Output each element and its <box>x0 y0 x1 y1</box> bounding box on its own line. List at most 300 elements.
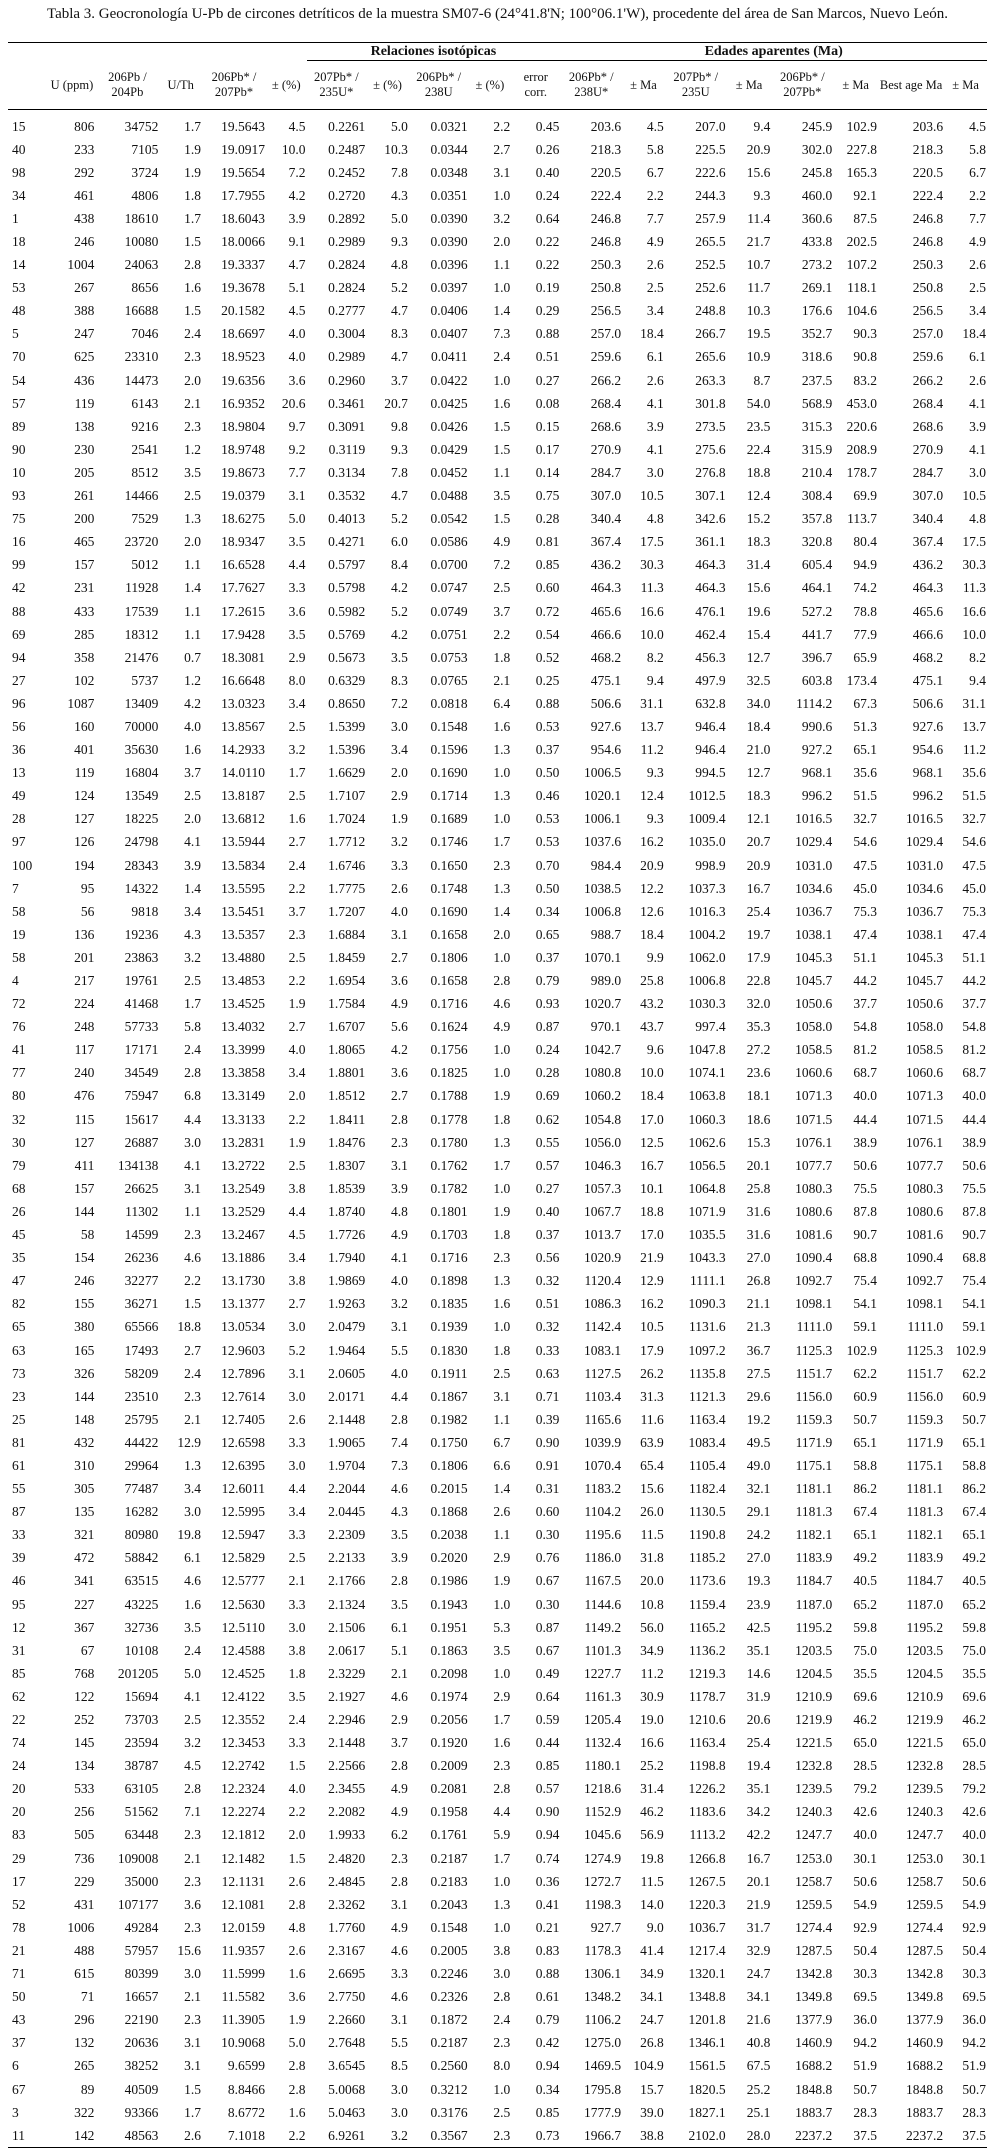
table-cell: 67.5 <box>746 2058 771 2074</box>
table-cell: 23.9 <box>746 1596 771 1612</box>
table-cell: 52 <box>12 1896 26 1912</box>
table-cell: 18.6043 <box>221 210 265 226</box>
table-cell: 0.1690 <box>430 903 468 919</box>
table-cell: 3.2 <box>288 742 306 758</box>
table-cell: 2.8 <box>390 1873 408 1889</box>
table-cell: 3.2 <box>390 1296 408 1312</box>
table-cell: 79.2 <box>853 1781 878 1797</box>
table-cell: 1009.4 <box>688 811 726 827</box>
table-row <box>8 1016 987 1039</box>
table-cell: 0.90 <box>535 1804 560 1820</box>
table-cell: 2.8 <box>493 1781 511 1797</box>
table-cell: 1036.7 <box>795 903 833 919</box>
table-cell: 1.0 <box>493 1919 511 1935</box>
table-cell: 1.7712 <box>328 834 366 850</box>
table-cell: 0.0425 <box>430 395 468 411</box>
table-cell: 87 <box>12 1504 26 1520</box>
table-cell: 268.6 <box>912 418 944 434</box>
table-cell: 2.2 <box>184 1273 202 1289</box>
table-cell: 361.1 <box>695 534 726 550</box>
table-cell: 0.88 <box>535 326 560 342</box>
table-cell: 3.3 <box>390 1966 408 1982</box>
table-row <box>8 1801 987 1824</box>
table-cell: 13.4032 <box>221 1019 265 1035</box>
table-cell: 1198.8 <box>689 1758 726 1774</box>
column-header-2: 206Pb / 204Pb <box>108 70 147 99</box>
table-cell: 1151.7 <box>906 1365 944 1381</box>
table-cell: 603.8 <box>801 672 833 688</box>
table-cell: 80.4 <box>853 534 878 550</box>
table-cell: 11.3 <box>962 580 986 596</box>
table-cell: 8.3 <box>390 326 408 342</box>
table-cell: 0.8650 <box>328 695 366 711</box>
table-cell: 68.7 <box>853 1065 878 1081</box>
table-cell: 12.1482 <box>221 1850 265 1866</box>
table-cell: 506.6 <box>912 695 944 711</box>
table-cell: 0.15 <box>535 418 560 434</box>
table-cell: 3.1 <box>184 2058 202 2074</box>
table-cell: 2.3 <box>390 1134 408 1150</box>
table-cell: 38.9 <box>962 1134 986 1150</box>
table-cell: 5012 <box>131 557 159 573</box>
table-cell: 250.8 <box>590 280 622 296</box>
table-cell: 2.1 <box>288 1573 306 1589</box>
table-cell: 0.0351 <box>430 187 468 203</box>
table-cell: 25.2 <box>640 1758 664 1774</box>
table-cell: 0.1898 <box>430 1273 468 1289</box>
table-cell: 14.2933 <box>221 742 265 758</box>
table-cell: 1.1 <box>184 557 202 573</box>
table-cell: 20.1582 <box>221 303 265 319</box>
table-cell: 1070.1 <box>584 949 622 965</box>
table-cell: 76 <box>12 1019 26 1035</box>
table-cell: 1045.7 <box>795 973 833 989</box>
table-cell: 0.51 <box>535 349 560 365</box>
table-cell: 1151.7 <box>795 1365 833 1381</box>
table-cell: 1090.3 <box>688 1296 726 1312</box>
table-cell: 1092.7 <box>906 1273 944 1289</box>
table-cell: 1.7 <box>184 210 202 226</box>
table-cell: 1.0 <box>493 372 511 388</box>
table-cell: 0.5798 <box>328 580 366 596</box>
table-cell: 17.7955 <box>221 187 265 203</box>
table-cell: 29 <box>12 1850 26 1866</box>
table-cell: 0.5797 <box>328 557 366 573</box>
table-cell: 13.4853 <box>221 973 265 989</box>
table-cell: 0.1716 <box>430 996 468 1012</box>
table-cell: 0.1788 <box>430 1088 468 1104</box>
table-cell: 65.1 <box>853 1434 878 1450</box>
table-cell: 2.0 <box>390 765 408 781</box>
table-cell: 1.4 <box>184 880 202 896</box>
table-cell: 1.9 <box>493 1573 511 1589</box>
table-cell: 0.76 <box>535 1550 560 1566</box>
table-cell: 1.6 <box>493 718 511 734</box>
table-cell: 31.1 <box>962 695 986 711</box>
table-cell: 2.9 <box>493 1550 511 1566</box>
table-cell: 6.9261 <box>307 2124 367 2148</box>
table-cell: 20.6 <box>281 395 306 411</box>
table-cell: 28.5 <box>853 1758 878 1774</box>
table-cell: 2.4 <box>288 1712 306 1728</box>
table-row <box>8 669 987 692</box>
table-cell: 984.4 <box>590 857 622 873</box>
table-cell: 506.6 <box>590 695 622 711</box>
table-cell: 0.1548 <box>430 718 468 734</box>
table-cell: 92.1 <box>853 187 878 203</box>
table-cell: 2.3 <box>184 1873 202 1889</box>
table-cell: 0.64 <box>535 1688 560 1704</box>
table-cell: 102.9 <box>846 118 878 134</box>
table-cell: 4.6 <box>390 1688 408 1704</box>
table-cell: 257.0 <box>912 326 944 342</box>
table-cell: 1184.7 <box>906 1573 944 1589</box>
table-cell: 0.7 <box>184 649 202 665</box>
table-cell: 2.5 <box>184 1712 202 1728</box>
table-row <box>8 161 987 184</box>
table-cell: 2.7 <box>288 834 306 850</box>
table-cell: 194 <box>74 857 95 873</box>
table-cell: 35.3 <box>746 1019 771 1035</box>
table-cell: 1210.6 <box>688 1712 726 1728</box>
table-cell: 1076.1 <box>795 1134 833 1150</box>
table-cell: 1020.1 <box>584 788 622 804</box>
table-cell: 30.1 <box>962 1850 986 1866</box>
table-cell: 273.2 <box>801 257 833 273</box>
table-cell: 96 <box>12 695 26 711</box>
table-cell: 1030.3 <box>688 996 726 1012</box>
table-cell: 273.5 <box>695 418 726 434</box>
table-cell: 26625 <box>124 1180 159 1196</box>
table-cell: 7.8 <box>390 464 408 480</box>
table-cell: 0.53 <box>535 834 560 850</box>
table-cell: 47.4 <box>962 926 986 942</box>
table-cell: 94.2 <box>962 2035 986 2051</box>
table-cell: 1120.4 <box>584 1273 622 1289</box>
table-cell: 1058.5 <box>795 1042 833 1058</box>
table-cell: 1042.7 <box>584 1042 622 1058</box>
table-cell: 4.8 <box>646 511 664 527</box>
table-cell: 2.5 <box>969 280 986 296</box>
table-cell: 1.5 <box>184 2081 202 2097</box>
table-cell: 13.1377 <box>221 1296 265 1312</box>
table-cell: 11.9357 <box>221 1942 265 1958</box>
table-cell: 4.3 <box>390 187 408 203</box>
table-cell: 1127.5 <box>584 1365 622 1381</box>
table-cell: 464.3 <box>695 580 726 596</box>
table-cell: 7529 <box>131 511 159 527</box>
table-cell: 0.57 <box>535 1781 560 1797</box>
table-cell: 93366 <box>124 2104 159 2120</box>
table-cell: 3.7 <box>288 903 306 919</box>
table-cell: 16.6528 <box>221 557 265 573</box>
table-cell: 19.4 <box>746 1758 771 1774</box>
table-cell: 80399 <box>124 1966 159 1982</box>
table-cell: 7 <box>12 880 19 896</box>
table-cell: 0.19 <box>535 280 560 296</box>
table-cell: 14.0110 <box>221 765 265 781</box>
table-cell: 0.94 <box>535 2058 560 2074</box>
table-cell: 0.1943 <box>430 1596 468 1612</box>
table-cell: 7.2 <box>493 557 511 573</box>
table-cell: 0.50 <box>535 880 560 896</box>
table-cell: 11.2 <box>640 742 664 758</box>
table-cell: 13.2467 <box>221 1227 265 1243</box>
table-cell: 1180.1 <box>584 1758 622 1774</box>
table-cell: 11.5582 <box>221 1989 265 2005</box>
table-cell: 2.5 <box>288 949 306 965</box>
table-cell: 11302 <box>125 1203 159 1219</box>
table-cell: 1.9 <box>493 1203 511 1219</box>
table-cell: 13.1730 <box>221 1273 265 1289</box>
table-cell: 60.9 <box>853 1388 878 1404</box>
table-row <box>8 1870 987 1893</box>
table-cell: 0.69 <box>535 1088 560 1104</box>
table-cell: 2.3 <box>493 857 511 873</box>
table-cell: 23510 <box>124 1388 159 1404</box>
table-cell: 17539 <box>124 603 159 619</box>
table-cell: 250.8 <box>912 280 944 296</box>
table-row <box>8 715 987 738</box>
table-cell: 8.0 <box>493 2058 511 2074</box>
table-cell: 178.7 <box>846 464 878 480</box>
table-cell: 1377.9 <box>795 2012 833 2028</box>
table-cell: 0.67 <box>535 1573 560 1589</box>
table-cell: 58.8 <box>853 1457 878 1473</box>
table-cell: 34.1 <box>746 1989 771 2005</box>
table-cell: 1274.9 <box>584 1850 622 1866</box>
table-cell: 0.3532 <box>328 488 366 504</box>
table-cell: 63.9 <box>640 1434 664 1450</box>
table-cell: 30.3 <box>962 1966 986 1982</box>
column-header-15: 206Pb* / 207Pb* <box>779 70 825 99</box>
table-cell: 1105.4 <box>689 1457 726 1473</box>
table-cell: 47.5 <box>962 857 986 873</box>
table-cell: 69.6 <box>962 1688 986 1704</box>
table-cell: 4.9 <box>493 534 511 550</box>
table-cell: 1.3 <box>184 511 202 527</box>
table-cell: 0.53 <box>535 811 560 827</box>
table-cell: 51.9 <box>962 2058 986 2074</box>
table-cell: 5.0 <box>184 1665 202 1681</box>
table-cell: 246.8 <box>590 234 622 250</box>
table-cell: 0.2038 <box>430 1527 468 1543</box>
table-cell: 28.5 <box>962 1758 986 1774</box>
table-cell: 946.4 <box>695 718 726 734</box>
table-cell: 4.5 <box>288 1227 306 1243</box>
table-cell: 4.4 <box>288 1203 306 1219</box>
table-cell: 4.5 <box>184 1758 202 1774</box>
table-cell: 3.4 <box>390 742 408 758</box>
table-cell: 23.6 <box>746 1065 771 1081</box>
table-cell: 1050.6 <box>906 996 944 1012</box>
table-cell: 0.1974 <box>430 1688 468 1704</box>
table-cell: 2.1 <box>184 1989 202 2005</box>
table-cell: 315.9 <box>801 441 833 457</box>
table-cell: 75 <box>12 511 26 527</box>
table-cell: 2.7 <box>390 949 408 965</box>
table-cell: 2.8 <box>288 2058 306 2074</box>
table-cell: 50.7 <box>853 2081 878 2097</box>
table-cell: 1020.7 <box>584 996 622 1012</box>
table-cell: 1090.4 <box>906 1250 944 1266</box>
table-cell: 13.2549 <box>221 1180 265 1196</box>
table-cell: 202.5 <box>846 234 878 250</box>
table-cell: 1125.3 <box>795 1342 833 1358</box>
table-cell: 0.3004 <box>328 326 366 342</box>
table-cell: 30.3 <box>640 557 664 573</box>
table-cell: 2.8 <box>390 1411 408 1427</box>
table-cell: 0.45 <box>535 118 560 134</box>
table-row <box>8 1293 987 1316</box>
table-cell: 0.91 <box>535 1457 560 1473</box>
table-cell: 15 <box>12 118 26 134</box>
table-cell: 34.0 <box>746 695 771 711</box>
table-cell: 2.0 <box>288 1827 306 1843</box>
table-cell: 1.4 <box>184 580 202 596</box>
table-row <box>8 2078 987 2101</box>
table-cell: 18.9804 <box>221 418 265 434</box>
table-cell: 0.5769 <box>328 626 366 642</box>
table-cell: 4.8 <box>288 1919 306 1935</box>
table-cell: 47.4 <box>853 926 878 942</box>
table-cell: 233 <box>74 141 95 157</box>
table-cell: 3724 <box>131 164 159 180</box>
table-cell: 1013.7 <box>584 1227 622 1243</box>
table-cell: 46.2 <box>962 1712 986 1728</box>
table-cell: 2.6 <box>493 1504 511 1520</box>
table-cell: 2.2133 <box>328 1550 366 1566</box>
column-header-16: ± Ma <box>842 77 869 92</box>
table-cell: 0.62 <box>535 1111 560 1127</box>
table-cell: 10080 <box>124 234 159 250</box>
table-cell: 2.7 <box>288 1019 306 1035</box>
table-cell: 0.0426 <box>430 418 468 434</box>
table-cell: 17493 <box>124 1342 159 1358</box>
table-cell: 1.9869 <box>328 1273 366 1289</box>
table-cell: 47 <box>12 1273 26 1289</box>
table-cell: 1038.1 <box>795 926 833 942</box>
table-cell: 5.5 <box>390 1342 408 1358</box>
table-cell: 2.0617 <box>328 1642 366 1658</box>
table-cell: 1034.6 <box>906 880 944 896</box>
table-cell: 8.7 <box>753 372 771 388</box>
table-cell: 5.0 <box>390 210 408 226</box>
table-cell: 0.83 <box>535 1942 560 1958</box>
table-cell: 237.5 <box>801 372 833 388</box>
table-cell: 2.5 <box>493 1365 511 1381</box>
table-cell: 1.7 <box>184 2104 202 2120</box>
table-row <box>8 854 987 877</box>
table-cell: 67 <box>12 2081 26 2097</box>
table-cell: 28343 <box>124 857 159 873</box>
table-cell: 7.2 <box>288 164 306 180</box>
table-cell: 436.2 <box>912 557 944 573</box>
table-cell: 51.1 <box>962 949 986 965</box>
table-cell: 4.0 <box>184 718 202 734</box>
table-cell: 0.3212 <box>430 2081 468 2097</box>
table-cell: 0.0751 <box>430 626 468 642</box>
table-cell: 6.8 <box>184 1088 202 1104</box>
table-cell: 40.0 <box>962 1827 986 1843</box>
table-cell: 256.5 <box>590 303 622 319</box>
table-cell: 1.5399 <box>328 718 366 734</box>
table-cell: 9.4 <box>969 672 986 688</box>
table-cell: 65.0 <box>853 1735 878 1751</box>
table-cell: 95 <box>80 880 95 896</box>
table-cell: 605.4 <box>801 557 833 573</box>
table-cell: 768 <box>74 1665 95 1681</box>
table-cell: 2.8 <box>288 1896 306 1912</box>
table-cell: 75.0 <box>962 1642 986 1658</box>
table-cell: 3.5 <box>493 1642 511 1658</box>
table-cell: 12.7 <box>746 765 771 781</box>
table-cell: 0.2989 <box>328 234 366 250</box>
table-cell: 10.8 <box>640 1596 664 1612</box>
table-cell: 42.6 <box>853 1804 878 1820</box>
table-cell: 1.0 <box>493 1596 511 1612</box>
table-cell: 1.9 <box>288 1134 306 1150</box>
table-cell: 77487 <box>124 1481 159 1497</box>
table-cell: 1253.0 <box>795 1850 833 1866</box>
table-cell: 1240.3 <box>795 1804 833 1820</box>
table-cell: 341 <box>74 1573 95 1589</box>
table-cell: 1.0 <box>493 1665 511 1681</box>
geochronology-table <box>8 42 987 2148</box>
table-cell: 12.7 <box>746 649 771 665</box>
table-cell: 3.4 <box>288 695 306 711</box>
table-cell: 1.9 <box>493 1088 511 1104</box>
table-cell: 927.6 <box>912 718 944 734</box>
table-cell: 1.9 <box>184 141 202 157</box>
table-cell: 1171.9 <box>906 1434 944 1450</box>
table-cell: 1.1 <box>184 1203 202 1219</box>
table-cell: 34549 <box>124 1065 159 1081</box>
table-cell: 2.6 <box>969 257 986 273</box>
table-cell: 42.2 <box>746 1827 771 1843</box>
table-cell: 0.1746 <box>430 834 468 850</box>
table-row <box>8 1685 987 1708</box>
table-cell: 25.1 <box>746 2104 771 2120</box>
table-cell: 968.1 <box>801 765 833 781</box>
table-cell: 0.2015 <box>430 1481 468 1497</box>
table-cell: 222.4 <box>590 187 622 203</box>
table-cell: 13.5451 <box>221 903 265 919</box>
table-cell: 8512 <box>131 464 159 480</box>
table-cell: 2.2566 <box>328 1758 366 1774</box>
table-cell: 1083.4 <box>688 1434 726 1450</box>
table-cell: 18.6 <box>746 1111 771 1127</box>
table-cell: 3.1 <box>493 164 511 180</box>
table-cell: 0.1806 <box>430 1457 468 1473</box>
table-cell: 1220.3 <box>688 1896 726 1912</box>
table-cell: 1125.3 <box>906 1342 944 1358</box>
table-cell: 465.6 <box>590 603 622 619</box>
table-cell: 25.2 <box>746 2081 771 2097</box>
table-cell: 107177 <box>117 1896 159 1912</box>
table-cell: 0.2081 <box>430 1781 468 1797</box>
table-cell: 26236 <box>124 1250 159 1266</box>
table-cell: 0.85 <box>535 1758 560 1774</box>
table-cell: 21.1 <box>746 1296 771 1312</box>
table-cell: 1.7775 <box>328 880 366 896</box>
table-cell: 1 <box>12 210 19 226</box>
table-cell: 0.3567 <box>409 2124 469 2148</box>
table-cell: 1342.8 <box>906 1966 944 1982</box>
table-cell: 63105 <box>124 1781 159 1797</box>
table-cell: 357.8 <box>801 511 833 527</box>
table-cell: 2.3229 <box>328 1665 366 1681</box>
